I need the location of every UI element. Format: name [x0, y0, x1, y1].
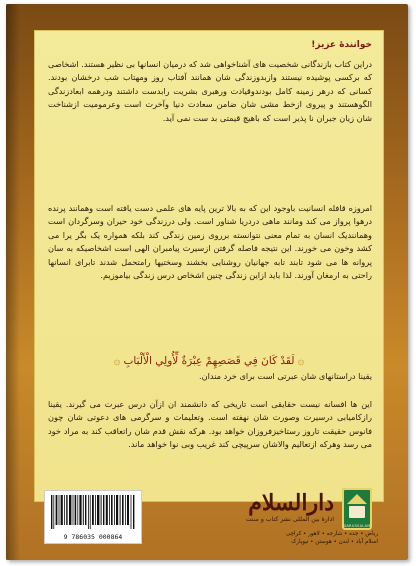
- isbn-number: 9 786035 000864: [63, 533, 123, 541]
- spine-shadow: [6, 4, 20, 560]
- publisher-name: دارالسلام: [248, 490, 334, 516]
- cities-line-2: اسلام آباد • لندن • هوستن • نیویارک: [291, 539, 378, 545]
- logo-dome-icon: [347, 494, 367, 504]
- publisher-cities: [148, 530, 378, 546]
- ornament-left-icon: ۞: [297, 354, 305, 367]
- ornament-right-icon: ۞: [113, 354, 121, 367]
- book-back-cover: [6, 4, 408, 560]
- barcode-bars-icon: [51, 495, 135, 529]
- paragraph-1: دراین کتاب بازندگانی شخصیت های آشناخواهی شد که درمیان انسانها بی نظیر هستند. اشخاصی که برکسی پوشیده نیستند وازبدوزندگی شان همانند آفتاب روز ومهتاب شب درخشان بودند. کسانی که درهر زمینه کامل بودندوقیادت ورهبری بشریت رابدست داشتند ودرهمه ابعادزندگی الگوهستند و پیروی ازخط مشی شان ضامن سعادت دنیا وآخرت است وعرمومیت ازشناخت شان زیان جبران نا پذیر است که باهیچ قیمتی بد ست نمی آید.: [48, 59, 372, 123]
- publisher-subtitle: ادارهٔ بین المللی نشر کتاب و سنت: [245, 516, 334, 523]
- paragraph-4: این ها افسانه نیست حقایقی است تاریخی که دانشمند ان ازآن درس عبرت می گیرند. یقینا رازکامیابی درسیرت وصورت شان نهفته است. وتعلیمات و سرگرمی های دعوتی شان چون فانوس حقیقت تاروز رستاخیزفروزان خواهد بود. هرکه نقش قدم شان راتعاقب کند به مراد خود می رسد وهرکه ازتعالیم والاشان سرپیچی کند غریب وبی نوا خواهد ماند.: [48, 399, 372, 450]
- logo-text: DARUSSALAM: [343, 524, 371, 528]
- quran-verse: [74, 354, 344, 370]
- paragraph-2: امروزه قافله انسانیت باوجود این که به بالا ترین پایه های علمی دست یافته است وهمانند پرنده درهوا پرواز می کند ومانند ماهی دردریا شناور است. ولی درزندگی خود حیران وسرگردان است وهمانندیک انسان به تمام معنی نتوانسته برروی زمین زندگی کند بلکه همواره یک بگر یرا می کشد وخون می خورند. این نتیجه فاصله گرفتن ازسیرت پیامبران الهی است اشخاصیکه به سان پروانه ها می شود تابند تابه جهانیان روشنایی بخشند وسختیها رامتحمل شدند تابرای انسانها راحتی به ارمغان آورند. لذا باید ازاین زندگی چنین اشخاص درس زندگی بیاموزیم.: [48, 203, 372, 281]
- logo-book-icon: [349, 506, 365, 518]
- barcode: [44, 490, 142, 544]
- text-panel: [34, 30, 384, 502]
- publisher-logo: [342, 488, 372, 530]
- cities-line-1: ریاض • جده • شارجه • لاهور • کراچی: [285, 531, 378, 537]
- verse-text: لَقَدْ كَانَ فِي قَصَصِهِمْ عِبْرَةٌ لِّأُولِي الْأَلْبَابِ: [123, 355, 295, 367]
- paragraph-3: یقینا دراستانهای شان عبرتی است برای خرد مندان.: [199, 371, 372, 381]
- page-title: خوانندهٔ عزیز!: [311, 40, 372, 50]
